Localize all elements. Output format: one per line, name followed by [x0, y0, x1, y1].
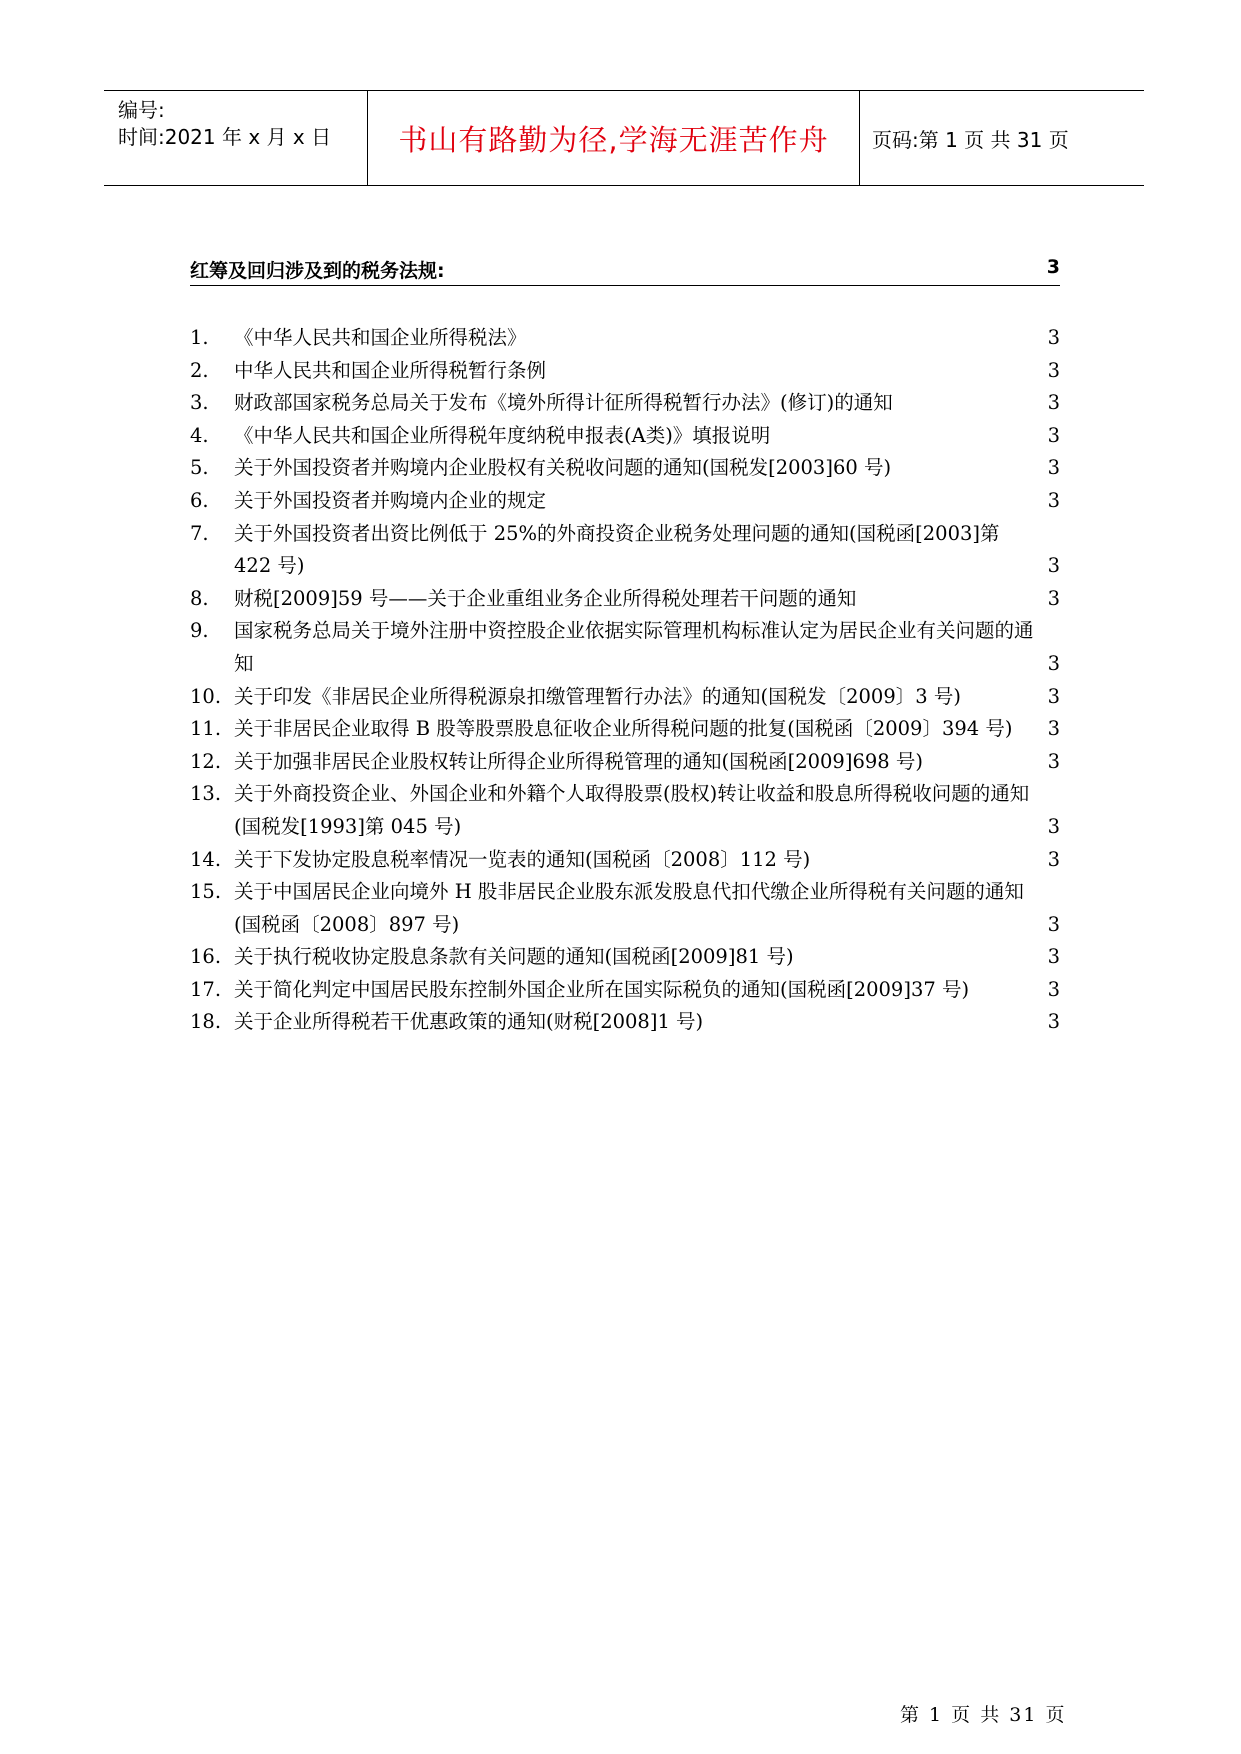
toc-entry-number: 2.	[190, 358, 209, 382]
header-meta	[104, 91, 368, 185]
toc-entry-text	[234, 941, 1060, 974]
toc-entry[interactable]	[190, 583, 1060, 616]
toc-entry-number: 6.	[190, 488, 209, 512]
toc-entry-label: 中华人民共和国企业所得税暂行条例	[234, 358, 547, 382]
toc-entry-page: 3	[1047, 717, 1060, 741]
toc-entry-label: 关于外国投资者并购境内企业股权有关税收问题的通知(国税发[2003]60 号)	[234, 456, 892, 480]
toc-entry-number: 3.	[190, 391, 209, 415]
toc-entry[interactable]	[190, 876, 1060, 941]
toc-entry-number: 17.	[190, 977, 222, 1001]
toc-entry-label: 关于企业所得税若干优惠政策的通知(财税[2008]1 号)	[234, 1010, 704, 1034]
toc-entry[interactable]	[190, 518, 1060, 583]
toc-entry[interactable]	[190, 615, 1060, 680]
toc-entry[interactable]	[190, 355, 1060, 388]
toc-entry-page: 3	[1047, 358, 1060, 382]
toc-entry-text	[234, 485, 1060, 518]
toc-title-page: 3	[1046, 256, 1060, 278]
toc-entry-text	[234, 583, 1060, 616]
toc-entry-number: 1.	[190, 326, 209, 349]
toc-entry-page: 3	[1047, 945, 1060, 969]
toc-entry[interactable]	[190, 485, 1060, 518]
toc-entry-label: 《中华人民共和国企业所得税年度纳税申报表(A类)》填报说明	[234, 423, 771, 447]
toc-entry-number: 15.	[190, 880, 222, 904]
toc-entry[interactable]	[190, 941, 1060, 974]
toc-entry[interactable]	[190, 1006, 1060, 1039]
toc-entry-text	[234, 713, 1060, 746]
toc-title[interactable]	[190, 256, 1060, 286]
toc-entry-label: 关于简化判定中国居民股东控制外国企业所在国实际税负的通知(国税函[2009]37 号)	[234, 977, 970, 1001]
toc-entry-page: 3	[1047, 326, 1060, 349]
toc-entry-label: 国家税务总局关于境外注册中资控股企业依据实际管理机构标准认定为居民企业有关问题的通知	[234, 619, 1034, 675]
toc-entry-page: 3	[1047, 391, 1060, 415]
toc-entry-text	[234, 355, 1060, 388]
page-footer: 第 1 页 共 31 页	[900, 1704, 1067, 1726]
toc-entry-page: 3	[1047, 554, 1060, 578]
toc-entry-text	[234, 518, 1060, 583]
toc-entry-number: 18.	[190, 1010, 222, 1034]
toc-entry-text	[234, 974, 1060, 1007]
toc-entry-text	[234, 844, 1060, 877]
toc-entry-label: 关于外商投资企业、外国企业和外籍个人取得股票(股权)转让收益和股息所得税收问题的通知(国税发[1993]第 045 号)	[234, 782, 1030, 838]
toc-entry-page: 3	[1047, 456, 1060, 480]
toc-entry-text	[234, 681, 1060, 714]
toc-entry[interactable]	[190, 778, 1060, 843]
toc-entry-text	[234, 615, 1060, 680]
toc-entry-label: 关于下发协定股息税率情况一览表的通知(国税函〔2008〕112 号)	[234, 847, 811, 871]
toc-entry-label: 关于中国居民企业向境外 H 股非居民企业股东派发股息代扣代缴企业所得税有关问题的通知(国税函〔2008〕897 号)	[234, 880, 1024, 936]
header-motto: 书山有路勤为径,学海无涯苦作舟	[368, 91, 860, 185]
toc-entry-label: 关于印发《非居民企业所得税源泉扣缴管理暂行办法》的通知(国税发〔2009〕3 号)	[234, 684, 961, 708]
toc-entry-number: 10.	[190, 684, 222, 708]
toc-entry[interactable]	[190, 452, 1060, 485]
toc-entry-page: 3	[1047, 814, 1060, 838]
toc-entry-text	[234, 1006, 1060, 1039]
toc-entry[interactable]	[190, 681, 1060, 714]
toc-entry-number: 7.	[190, 521, 209, 545]
toc-entry-number: 13.	[190, 782, 222, 806]
toc-entry[interactable]	[190, 974, 1060, 1007]
toc-entry-page: 3	[1047, 684, 1060, 708]
toc-title-text: 红筹及回归涉及到的税务法规:	[190, 260, 445, 282]
header-page-info: 页码:第 1 页 共 31 页	[872, 127, 1069, 152]
toc-entry-label: 《中华人民共和国企业所得税法》	[234, 326, 527, 349]
toc-entry-label: 财税[2009]59 号——关于企业重组业务企业所得税处理若干问题的通知	[234, 586, 857, 610]
toc-entry-number: 4.	[190, 423, 209, 447]
toc-entry-label: 关于外国投资者出资比例低于 25%的外商投资企业税务处理问题的通知(国税函[2003]第 422 号)	[234, 521, 1000, 578]
toc-entry-text	[234, 746, 1060, 779]
toc-entry-number: 16.	[190, 945, 222, 969]
toc-entry-label: 财政部国家税务总局关于发布《境外所得计征所得税暂行办法》(修订)的通知	[234, 391, 893, 415]
toc-entry-number: 14.	[190, 847, 222, 871]
toc-entry-page: 3	[1047, 847, 1060, 871]
toc-entry-text	[234, 876, 1060, 941]
toc-entry-number: 8.	[190, 586, 209, 610]
toc-entry[interactable]	[190, 420, 1060, 453]
toc-entry-page: 3	[1047, 912, 1060, 936]
toc-entry-label: 关于执行税收协定股息条款有关问题的通知(国税函[2009]81 号)	[234, 945, 794, 969]
toc-entry-page: 3	[1047, 749, 1060, 773]
toc-entry-label: 关于加强非居民企业股权转让所得企业所得税管理的通知(国税函[2009]698 号)	[234, 749, 923, 773]
document-header	[104, 90, 1144, 186]
table-of-contents	[190, 322, 1060, 1039]
toc-entry-number: 5.	[190, 456, 209, 480]
time-label: 时间:2021 年 x 月 x 日	[118, 125, 332, 149]
toc-entry[interactable]	[190, 844, 1060, 877]
toc-entry[interactable]	[190, 322, 1060, 355]
toc-entry-text	[234, 322, 1060, 355]
toc-entry-text	[234, 420, 1060, 453]
toc-entry-text	[234, 387, 1060, 420]
toc-entry-page: 3	[1047, 1010, 1060, 1034]
toc-entry-page: 3	[1047, 586, 1060, 610]
number-label: 编号:	[118, 98, 165, 122]
toc-entry-label: 关于非居民企业取得 B 股等股票股息征收企业所得税问题的批复(国税函〔2009〕394 号)	[234, 717, 1013, 741]
toc-entry[interactable]	[190, 746, 1060, 779]
toc-entry-page: 3	[1047, 977, 1060, 1001]
toc-entry[interactable]	[190, 387, 1060, 420]
toc-entry-page: 3	[1047, 488, 1060, 512]
toc-entry-text	[234, 778, 1060, 843]
toc-entry-number: 11.	[190, 717, 222, 741]
toc-entry-label: 关于外国投资者并购境内企业的规定	[234, 488, 547, 512]
toc-entry-number: 9.	[190, 619, 209, 643]
toc-entry-page: 3	[1047, 423, 1060, 447]
toc-entry-number: 12.	[190, 749, 222, 773]
toc-entry-page: 3	[1047, 651, 1060, 675]
toc-entry[interactable]	[190, 713, 1060, 746]
toc-entry-text	[234, 452, 1060, 485]
